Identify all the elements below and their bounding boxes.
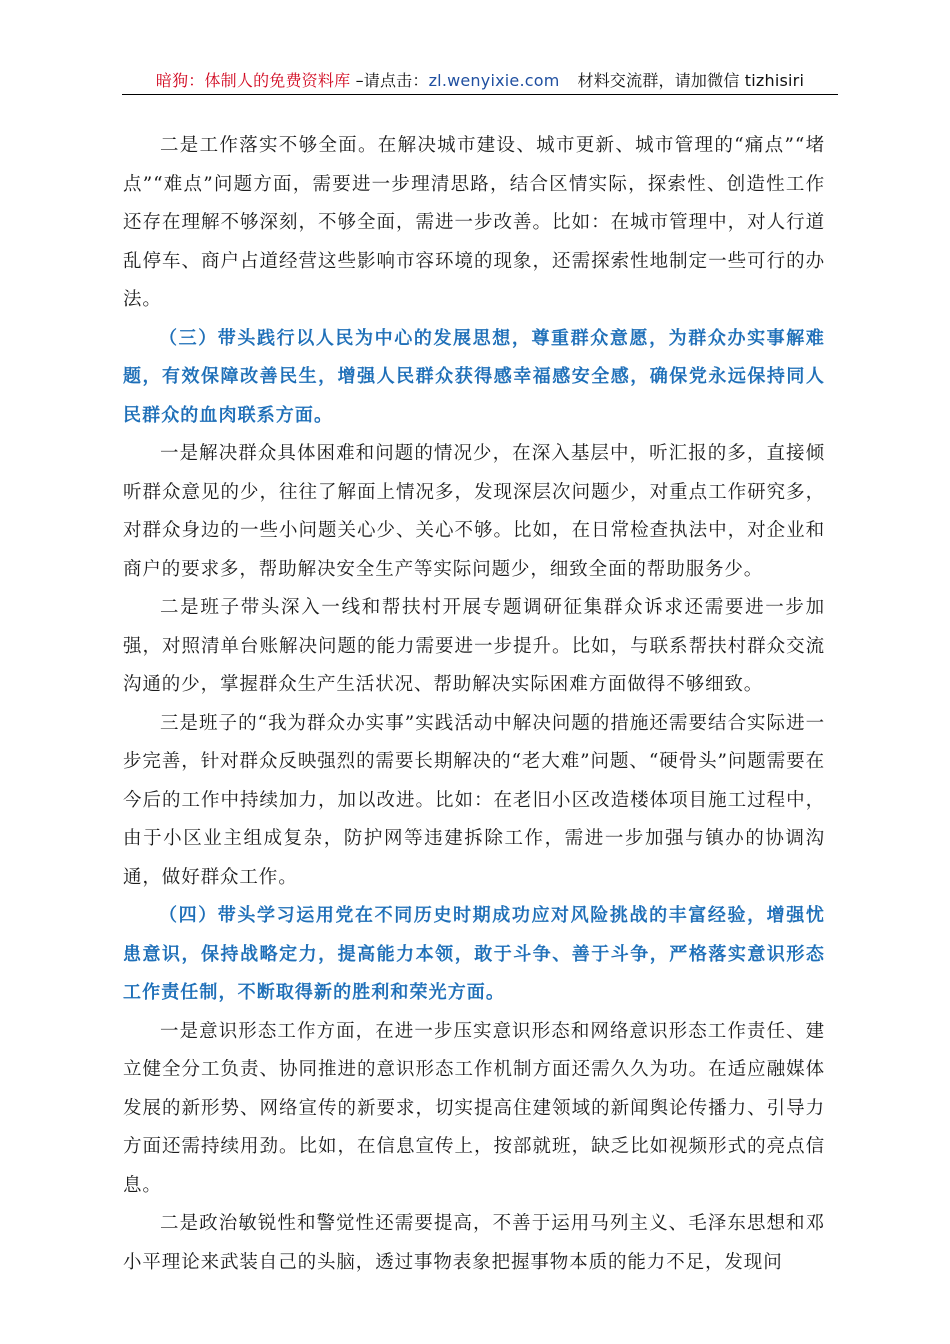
paragraph-body: 二是班子带头深入一线和帮扶村开展专题调研征集群众诉求还需要进一步加强，对照清单台账解决问题的能力需要进一步提升。比如，与联系帮扶村群众交流沟通的少，掌握群众生产生活状况、帮助解决实际困难方面做得不够细致。 — [123, 597, 825, 695]
header-url-link[interactable]: zl.wenyixie.com — [428, 71, 560, 90]
section-heading-4: （四）带头学习运用党在不同历史时期成功应对风险挑战的丰富经验，增强忧患意识，保持战略定力，提高能力本领，敢于斗争、善于斗争，严格落实意识形态工作责任制，不断取得新的胜利和荣光方面。 — [123, 905, 825, 1003]
header-contact: 材料交流群，请加微信 tizhisiri — [577, 71, 805, 90]
section-heading-3: （三）带头践行以人民为中心的发展思想，尊重群众意愿，为群众办实事解难题，有效保障改善民生，增强人民群众获得感幸福感安全感，确保党永远保持同人民群众的血肉联系方面。 — [123, 327, 825, 426]
header-click-prompt: –请点击： — [350, 71, 429, 90]
document-body — [123, 127, 825, 1282]
paragraph-body: 一是解决群众具体困难和问题的情况少，在深入基层中，听汇报的多，直接倾听群众意见的少，往往了解面上情况多，发现深层次问题少，对重点工作研究多，对群众身边的一些小问题关心少、关心不够。比如，在日常检查执法中，对企业和商户的要求多，帮助解决安全生产等实际问题少，细致全面的帮助服务少。 — [123, 443, 825, 580]
paragraph-body: 三是班子的“我为群众办实事”实践活动中解决问题的措施还需要结合实际进一步完善，针对群众反映强烈的需要长期解决的“老大难”问题、“硬骨头”问题需要在今后的工作中持续加力，加以改进。比如：在老旧小区改造楼体项目施工过程中，由于小区业主组成复杂，防护网等违建拆除工作，需进一步加强与镇办的协调沟通，做好群众工作。 — [123, 712, 825, 888]
header-brand: 暗狗：体制人的免费资料库 — [155, 71, 351, 90]
paragraph-body: 二是政治敏锐性和警觉性还需要提高，不善于运用马列主义、毛泽东思想和邓小平理论来武装自己的头脑，透过事物表象把握事物本质的能力不足，发现问 — [123, 1213, 825, 1273]
paragraph-body: 一是意识形态工作方面，在进一步压实意识形态和网络意识形态工作责任、建立健全分工负责、协同推进的意识形态工作机制方面还需久久为功。在适应融媒体发展的新形势、网络宣传的新要求，切实提高住建领域的新闻舆论传播力、引导力方面还需持续用劲。比如，在信息宣传上，按部就班，缺乏比如视频形式的亮点信息。 — [123, 1020, 825, 1196]
paragraph-body: 二是工作落实不够全面。在解决城市建设、城市更新、城市管理的“痛点”“堵点”“难点”问题方面，需要进一步理清思路，结合区情实际，探索性、创造性工作还存在理解不够深刻，不够全面，需进一步改善。比如：在城市管理中，对人行道乱停车、商户占道经营这些影响市容环境的现象，还需探索性地制定一些可行的办法。 — [123, 135, 825, 310]
page-header — [122, 70, 838, 95]
